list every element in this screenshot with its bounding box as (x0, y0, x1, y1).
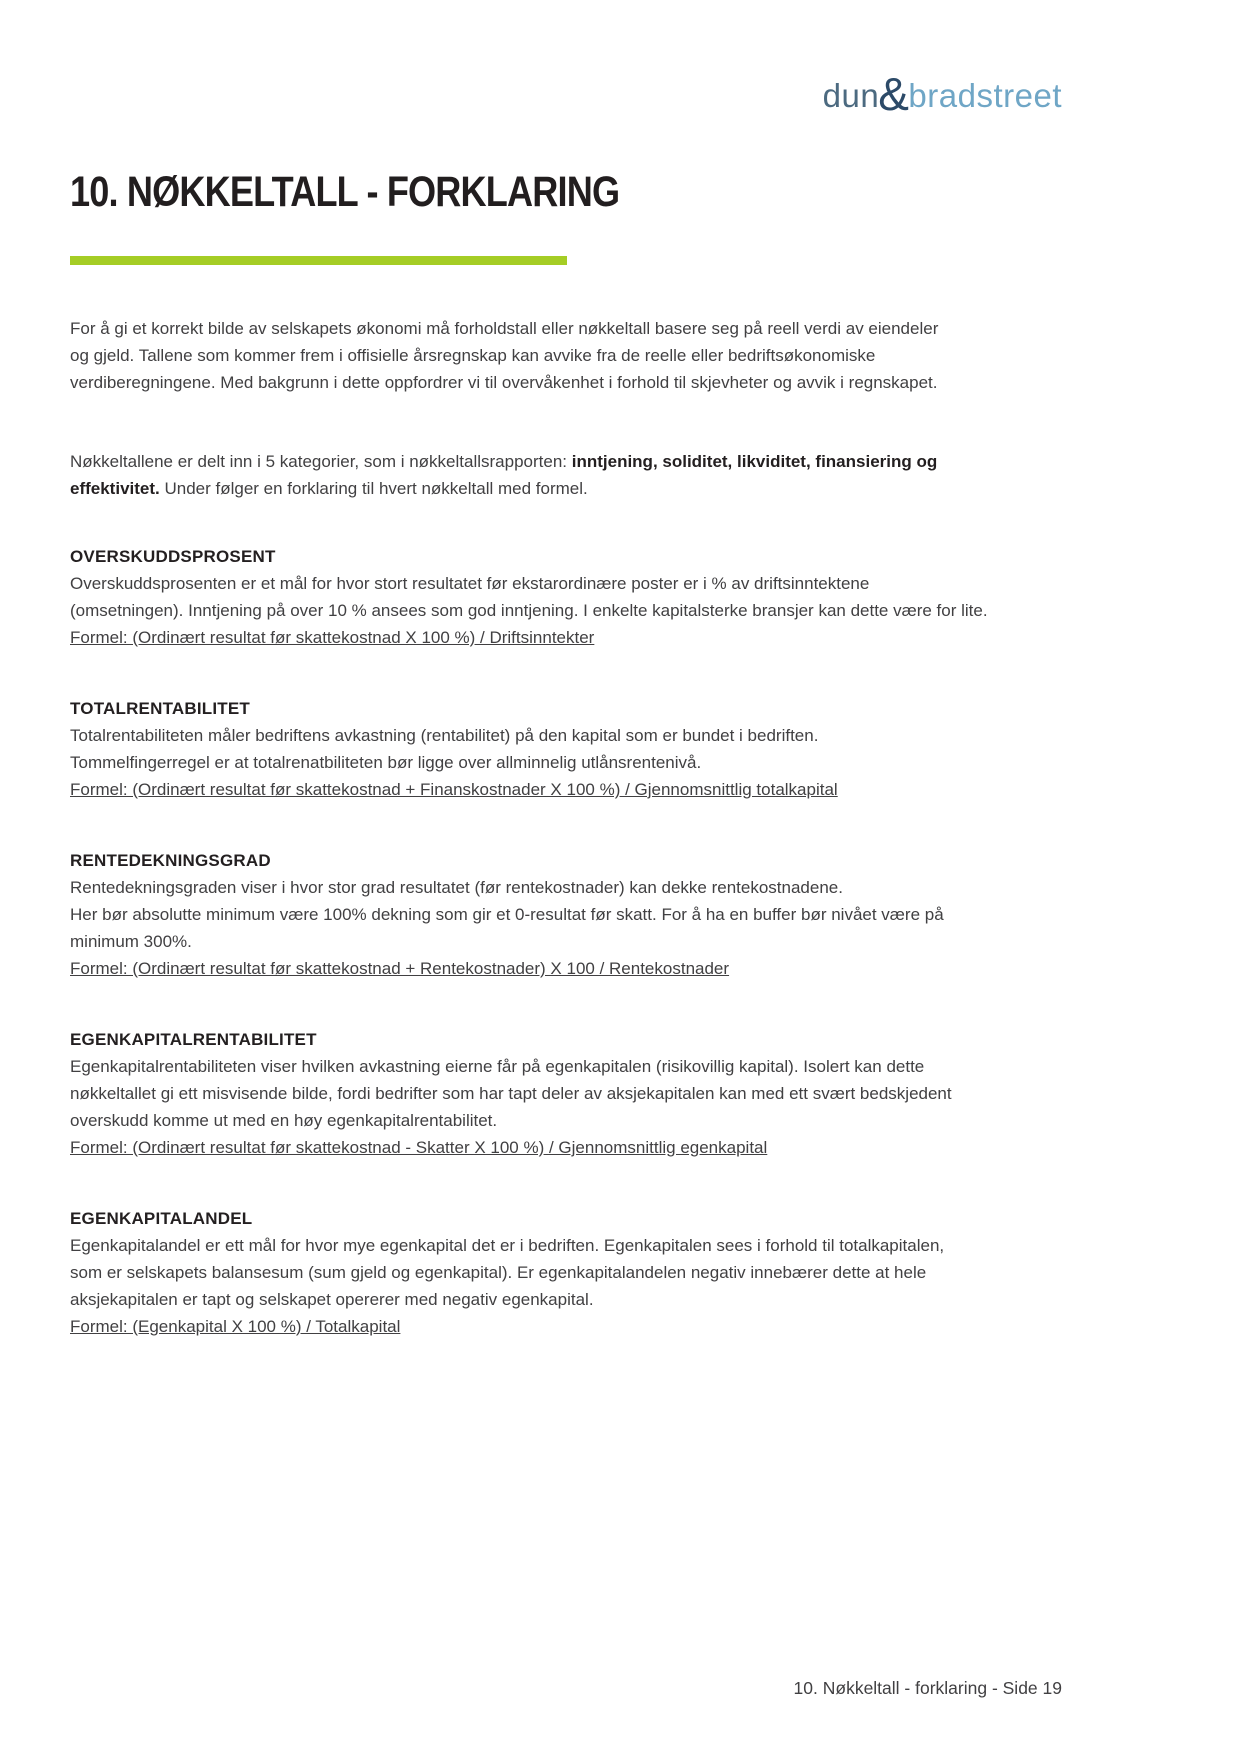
section-body: Rentedekningsgraden viser i hvor stor grad resultatet (før rentekostnader) kan dekke rentekostnadene. Her bør absolutte minimum være 100% dekning som gir et 0-resultat før skatt. For å ha en buffer bør nivået være på minimum 300%. (70, 878, 944, 951)
intro-p2-normal-1: Nøkkeltallene er delt inn i 5 kategorier, som i nøkkeltallsrapporten: (70, 452, 572, 471)
section-overskuddsprosent (70, 543, 1160, 651)
page-title: 10. NØKKELTALL - FORKLARING (70, 168, 620, 216)
section-heading: EGENKAPITALRENTABILITET (70, 1030, 317, 1049)
section-formula: Formel: (Ordinært resultat før skattekostnad + Rentekostnader) X 100 / Rentekostnader (70, 959, 730, 978)
section-totalrentabilitet (70, 695, 1160, 803)
section-body: Totalrentabiliteten måler bedriftens avkastning (rentabilitet) på den kapital som er bundet i bedriften. Tommelfingerregel er at totalrenatbiliteten bør ligge over allminnelig utlånsrentenivå. (70, 726, 819, 772)
section-body: Overskuddsprosenten er et mål for hvor stort resultatet før ekstarordinære poster er i % av driftsinntektene (omsetningen). Inntjening på over 10 % ansees som god inntjening. I enkelte kapitalsterke bransjer kan dette være for lite. (70, 574, 988, 620)
section-heading: EGENKAPITALANDEL (70, 1209, 253, 1228)
intro-p2-bold-1: inntjening, soliditet, likviditet, finansiering og (571, 452, 938, 471)
section-egenkapitalrentabilitet (70, 1026, 1160, 1161)
dun-bradstreet-logo (822, 68, 1062, 120)
section-formula: Formel: (Ordinært resultat før skattekostnad - Skatter X 100 %) / Gjennomsnittlig egenkapital (70, 1138, 768, 1157)
intro-p2-bold-2: effektivitet. (70, 479, 160, 498)
title-accent-bar (70, 256, 567, 265)
section-formula: Formel: (Ordinært resultat før skattekostnad + Finanskostnader X 100 %) / Gjennomsnittlig totalkapital (70, 780, 838, 799)
logo-word-dun: dun (822, 77, 880, 114)
section-body: Egenkapitalandel er ett mål for hvor mye egenkapital det er i bedriften. Egenkapitalen sees i forhold til totalkapitalen, som er selskapets balansesum (sum gjeld og egenkapital). Er egenkapitalandelen negativ innebærer dette at hele aksjekapitalen er tapt og selskapet opererer med negativ egenkapital. (70, 1236, 945, 1309)
section-rentedekningsgrad (70, 847, 1160, 982)
intro-paragraph-1: For å gi et korrekt bilde av selskapets økonomi må forholdstall eller nøkkeltall basere seg på reell verdi av eiendeler og gjeld. Tallene som kommer frem i offisielle årsregnskap kan avvike fra de reelle eller bedriftsøkonomiske verdiberegningene. Med bakgrunn i dette oppfordrer vi til overvåkenhet i forhold til skjevheter og avvik i regnskapet. (70, 319, 939, 392)
logo-ampersand-icon: & (878, 68, 910, 120)
section-heading: TOTALRENTABILITET (70, 699, 250, 718)
intro-p2-normal-2: Under følger en forklaring til hvert nøkkeltall med formel. (159, 479, 588, 498)
page-footer: 10. Nøkkeltall - forklaring - Side 19 (793, 1678, 1062, 1698)
section-egenkapitalandel (70, 1205, 1160, 1340)
page-content (70, 315, 1160, 1384)
section-heading: OVERSKUDDSPROSENT (70, 547, 276, 566)
intro-paragraph-2 (70, 448, 1160, 502)
section-body: Egenkapitalrentabiliteten viser hvilken avkastning eierne får på egenkapitalen (risikovillig kapital). Isolert kan dette nøkkeltallet gi ett misvisende bilde, fordi bedrifter som har tapt deler av aksjekapitalen kan med ett svært bedskjedent overskudd komme ut med en høy egenkapitalrentabilitet. (70, 1057, 952, 1130)
section-formula: Formel: (Egenkapital X 100 %) / Totalkapital (70, 1317, 401, 1336)
section-formula: Formel: (Ordinært resultat før skattekostnad X 100 %) / Driftsinntekter (70, 628, 595, 647)
logo-word-bradstreet: bradstreet (908, 77, 1062, 114)
section-heading: RENTEDEKNINGSGRAD (70, 851, 271, 870)
